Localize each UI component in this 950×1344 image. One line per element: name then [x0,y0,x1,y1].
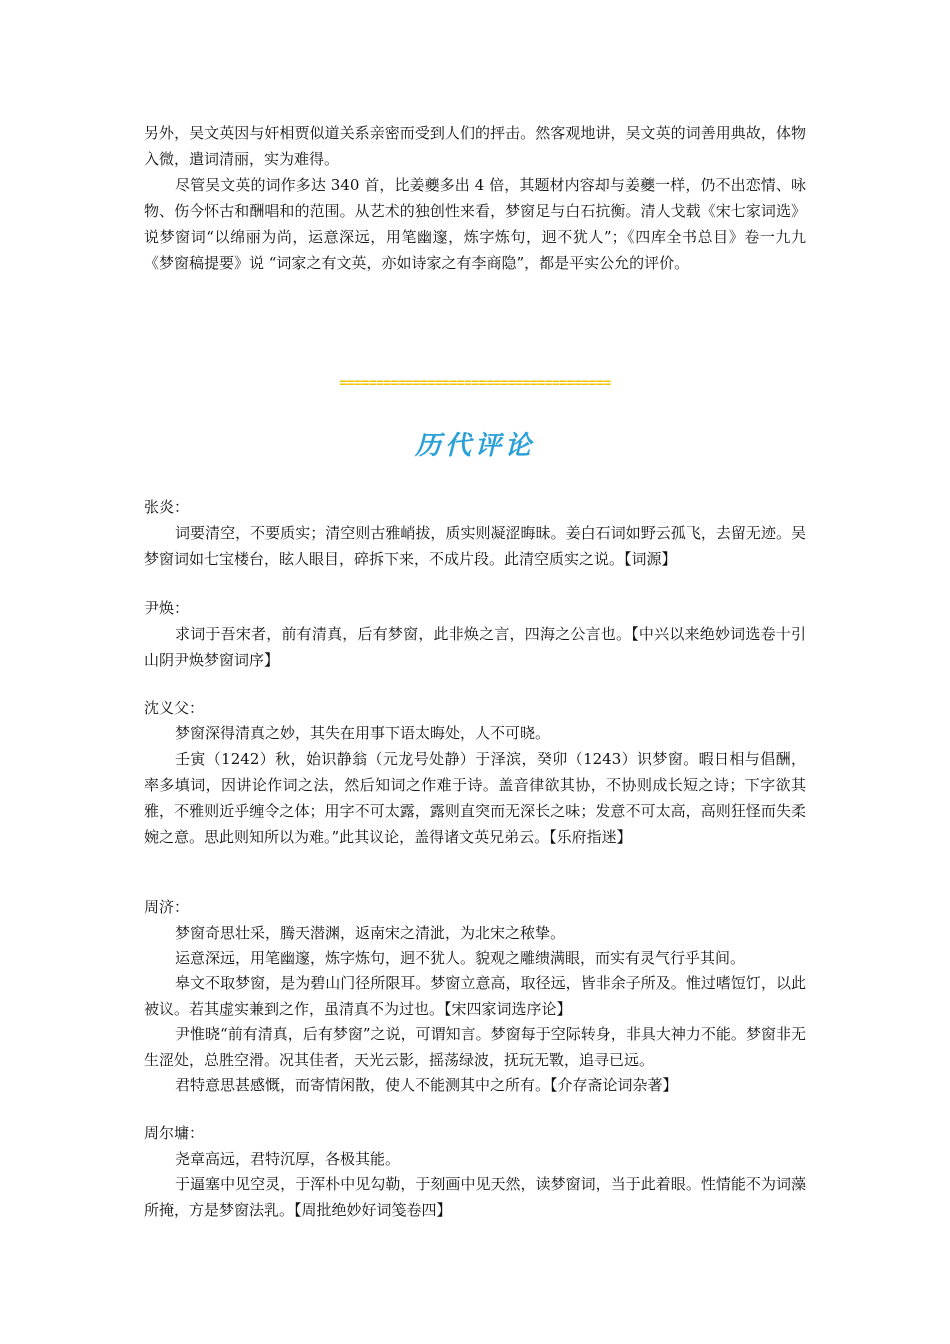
comment-paragraph: 词要清空，不要质实；清空则古雅峭拔，质实则凝涩晦昧。姜白石词如野云孤飞，去留无迹。吴梦窗词如七宝楼台，眩人眼目，碎拆下来，不成片段。此清空质实之说。【词源】 [144,524,806,568]
comment-paragraph: 求词于吾宋者，前有清真，后有梦窗，此非焕之言，四海之公言也。【中兴以来绝妙词选卷十引山阴尹焕梦窗词序】 [144,625,806,669]
intro-paragraph-1: 另外，吴文英因与奸相贾似道关系亲密而受到人们的抨击。然客观地讲，吴文英的词善用典故，体物入微，遣词清丽，实为难得。 [144,124,806,168]
comment-paragraph: 皋文不取梦窗，是为碧山门径所限耳。梦窗立意高，取径远，皆非余子所及。惟过嗜饾饤，以此被议。若其虚实兼到之作，虽清真不为过也。【宋四家词选序论】 [144,974,806,1018]
comment-paragraph: 尹惟晓“前有清真，后有梦窗”之说，可谓知言。梦窗每于空际转身，非具大神力不能。梦窗非无生涩处，总胜空滑。况其佳者，天光云影，摇荡绿波，抚玩无斁，追寻已远。 [144,1025,806,1069]
comment-paragraph: 君特意思甚感慨，而寄情闲散，使人不能测其中之所有。【介存斋论词杂著】 [175,1076,678,1094]
commentator-name: 周济： [144,898,190,916]
separator-line: ===================================== [339,376,611,391]
section-title: 历代评论 [414,431,535,461]
commentator-name: 尹焕： [144,599,190,617]
commentator-name: 沈义父： [144,699,205,717]
comment-paragraph: 尧章高远，君特沉厚，各极其能。 [175,1150,401,1168]
comment-paragraph: 于逼塞中见空灵，于浑朴中见勾勒，于刻画中见天然，读梦窗词，当于此着眼。性情能不为词藻所掩，方是梦窗法乳。【周批绝妙好词笺卷四】 [144,1175,806,1219]
intro-paragraph-2: 尽管吴文英的词作多达 340 首，比姜夔多出 4 倍，其题材内容却与姜夔一样，仍不出恋情、咏物、伤今怀古和酬唱和的范围。从艺术的独创性来看，梦窗足与白石抗衡。清人戈载《宋七家词选》说梦窗词“以绵丽为尚，运意深远，用笔幽邃，炼字炼句，迥不犹人”；《四库全书总目》卷一九九《梦窗稿提要》说 “词家之有文英，亦如诗家之有李商隐”，都是平实公允的评价。 [144,176,806,272]
comment-paragraph: 运意深远，用笔幽邃，炼字炼句，迥不犹人。貌观之雕缋满眼，而实有灵气行乎其间。 [175,949,746,967]
comment-paragraph: 梦窗奇思壮采，腾天潜渊，返南宋之清泚，为北宋之秾挚。 [175,924,566,942]
commentator-name: 张炎： [144,498,190,516]
comment-paragraph: 梦窗深得清真之妙，其失在用事下语太晦处，人不可晓。 [175,724,551,742]
commentator-name: 周尔墉： [144,1124,205,1142]
comment-paragraph: 壬寅（1242）秋，始识静翁（元龙号处静）于泽滨，癸卯（1243）识梦窗。暇日相与倡酬，率多填词，因讲论作词之法，然后知词之作难于诗。盖音律欲其协，不协则成长短之诗；下字欲其雅，不雅则近乎缠令之体；用字不可太露，露则直突而无深长之味；发意不可太高，高则狂怪而失柔婉之意。思此则知所以为难。”此其议论，盖得诸文英兄弟云。【乐府指迷】 [144,750,806,846]
